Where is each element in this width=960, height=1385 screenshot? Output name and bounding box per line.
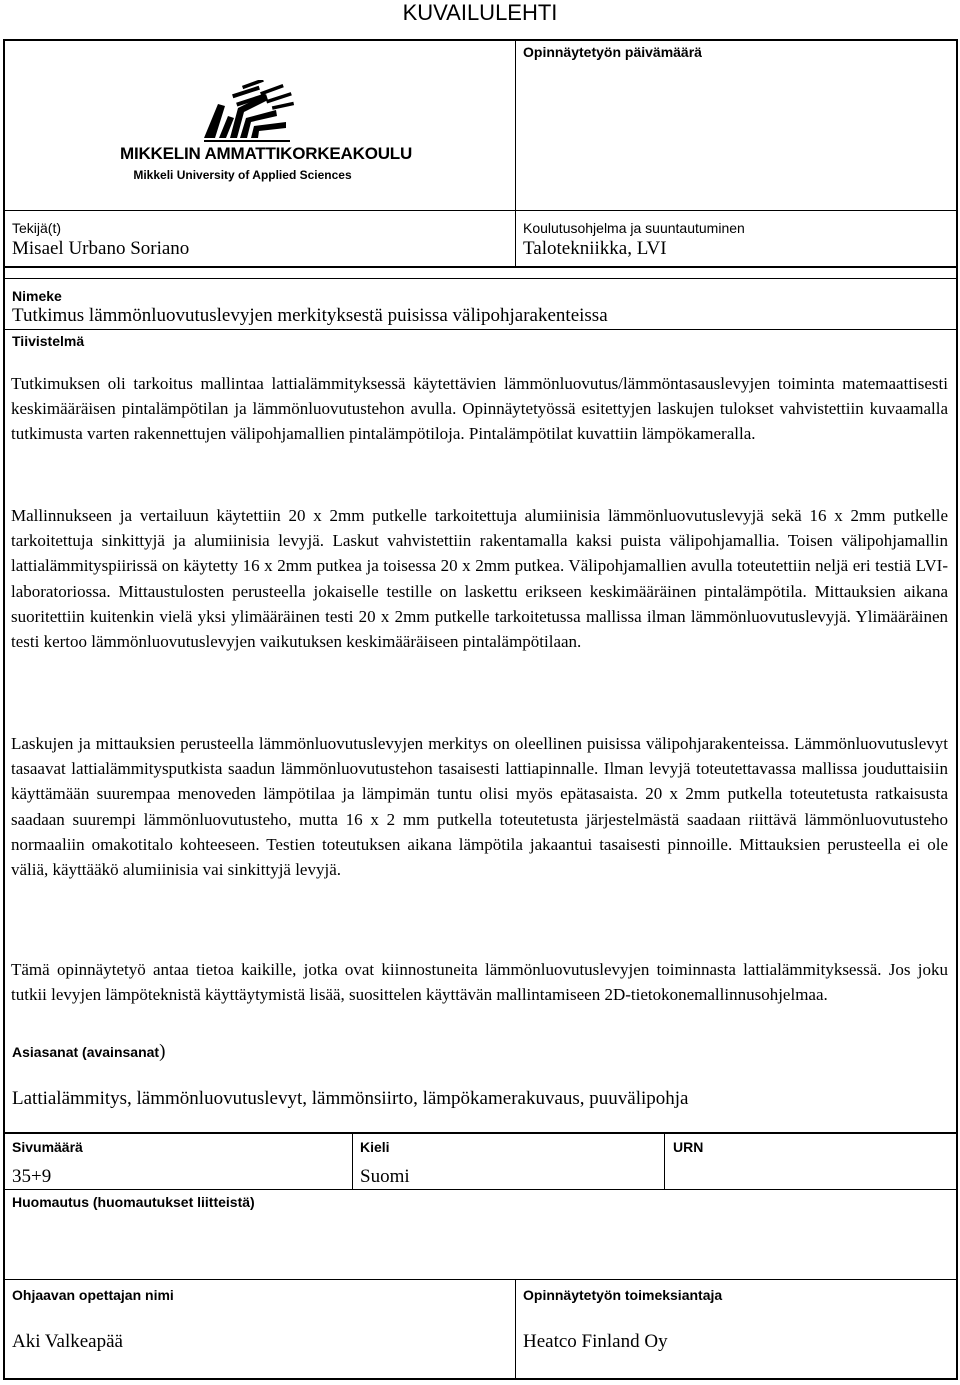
divider-authors-double — [3, 278, 958, 279]
divider-language-vertical — [664, 1132, 665, 1190]
frame-left — [3, 39, 5, 1380]
divider-header-vertical — [515, 39, 516, 267]
logo-name-fi: MIKKELIN AMMATTIKORKEAKOULU — [120, 144, 413, 163]
abstract-label: Tiivistelmä — [12, 333, 85, 349]
abstract-paragraph: Tämä opinnäytetyö antaa tietoa kaikille, jotka ovat kiinnostuneita lämmönluovutuslevyjen toiminnasta lattialämmityksessä. Jos joku tutkii levyjen lämpöteknistä käyttäytymistä lisää, suosittelen käyttävän mallintamiseen 2D-tietokonemallinnusohjelmaa. — [11, 960, 948, 1005]
logo-name-en: Mikkeli University of Applied Sciences — [133, 168, 352, 182]
divider-notes-bottom — [3, 1279, 958, 1280]
programme-label: Koulutusohjelma ja suuntautuminen — [523, 220, 745, 236]
abstract-paragraph: Laskujen ja mittauksien perusteella lämmönluovutuslevyjen merkitys on oleellinen puisissa välipohjarakenteissa. Lämmönluovutuslevyt tasaavat lattialämmitysputkista saadun lämmönluovutustehon tasaisesti lattiapinnalle. Ilman levyjä toteutettavassa mallissa jouduttaisiin käyttämään suurempaa menoveden lämpötilaa ja lämpimän tuntu olisi myös epätasaista. 20 x 2mm putkella toteutetusta ratkaisusta saadaan suurempi lämmönluovutusteho, mutta 16 x 2 mm putkella toteutetusta järjestelmästä saadaan riittävä lämmönluovutusteho normaaliin omakotitalo kohteeseen. Testien toteutuksen aikana lämpötila jakaantui tasaisesti pinnoille. Mittauksien perusteella ei ole väliä, käyttääkö alumiinisia vai sinkittyjä levyjä. — [11, 734, 948, 880]
title-label: Nimeke — [12, 288, 62, 304]
authors-value: Misael Urbano Soriano — [12, 238, 190, 259]
thesis-title: Tutkimus lämmönluovutuslevyjen merkityksestä puisissa välipohjarakenteissa — [12, 305, 608, 326]
keywords-label-text: Asiasanat (avainsanat — [12, 1044, 160, 1060]
school-logo-icon — [120, 80, 365, 142]
divider-keywords-bottom — [3, 1132, 958, 1134]
programme-value: Talotekniikka, LVI — [523, 238, 667, 259]
page-title: KUVAILULEHTI — [402, 0, 558, 25]
commissioner-label: Opinnäytetyön toimeksiantaja — [523, 1287, 723, 1303]
divider-pages-vertical — [352, 1132, 353, 1190]
notes-label: Huomautus (huomautukset liitteistä) — [12, 1194, 255, 1210]
language-value: Suomi — [360, 1166, 410, 1187]
divider-authors-bottom — [3, 266, 958, 268]
abstract-paragraph: Tutkimuksen oli tarkoitus mallintaa lattialämmityksessä käytettävien lämmönluovutus/lämmöntasauslevyjen toiminta matemaattisesti keskimääräisen pintalämpötilan ja lämmönluovutustehon avulla. Opinnäytetyössä esitettyjen laskujen tulokset vahvistettiin kuvaamalla tutkimusta varten rakennettujen välipohjamallien pintalämpötiloja. Pintalämpötilat kuvattiin lämpökameralla. — [11, 374, 948, 444]
supervisor-label: Ohjaavan opettajan nimi — [12, 1287, 174, 1303]
date-label: Opinnäytetyön päivämäärä — [523, 44, 702, 60]
urn-label: URN — [673, 1139, 704, 1155]
authors-label: Tekijä(t) — [12, 220, 62, 236]
frame-right — [956, 39, 958, 1380]
pages-label: Sivumäärä — [12, 1139, 83, 1155]
commissioner-value: Heatco Finland Oy — [523, 1331, 668, 1352]
divider-pages-bottom — [3, 1189, 958, 1190]
abstract-paragraph: Mallinnukseen ja vertailuun käytettiin 20 x 2mm putkelle tarkoitettuja alumiinisia lämmönluovutuslevyjä sekä 16 x 2mm putkelle tarkoitettuja sinkittyjä ja alumiinisia levyjä. Laskut vahvistettiin rakentamalla kaksi puista välipohjamallia. Toisen välipohjamallin lattialämmityspiirissä on käytetty 16 x 2mm putkea ja toisessa 20 x 2mm putkea. Välipohjamallien avulla toteutettiin neljä eri testiä LVI-laboratoriossa. Mittaustulosten perusteella jokaiselle testille on laskettu erikseen keskimääräinen pintalämpötila. Mittauksien aikana suoritettiin kuitenkin vielä yksi ylimääräinen testi 20 x 2mm putkelle tarkoitetussa mallissa ilman lämmönluovutuslevyjä. Ylimääräinen testi kertoo lämmönluovutuslevyjen vaikutuksen keskimääräiseen pintalämpötilaan. — [11, 506, 948, 652]
divider-bottom-vertical — [515, 1279, 516, 1380]
language-label: Kieli — [360, 1139, 390, 1155]
keywords-label — [12, 1041, 165, 1063]
keywords-value: Lattialämmitys, lämmönluovutuslevyt, lämmönsiirto, lämpökamerakuvaus, puuvälipohja — [12, 1088, 689, 1109]
keywords-label-paren: ) — [159, 1041, 166, 1062]
pages-value: 35+9 — [12, 1166, 52, 1187]
school-logo — [120, 80, 413, 190]
divider-header-bottom — [3, 210, 958, 211]
divider-title-bottom — [3, 329, 958, 330]
frame-bottom — [3, 1378, 958, 1380]
supervisor-value: Aki Valkeapää — [12, 1331, 123, 1352]
frame-top — [3, 39, 958, 41]
